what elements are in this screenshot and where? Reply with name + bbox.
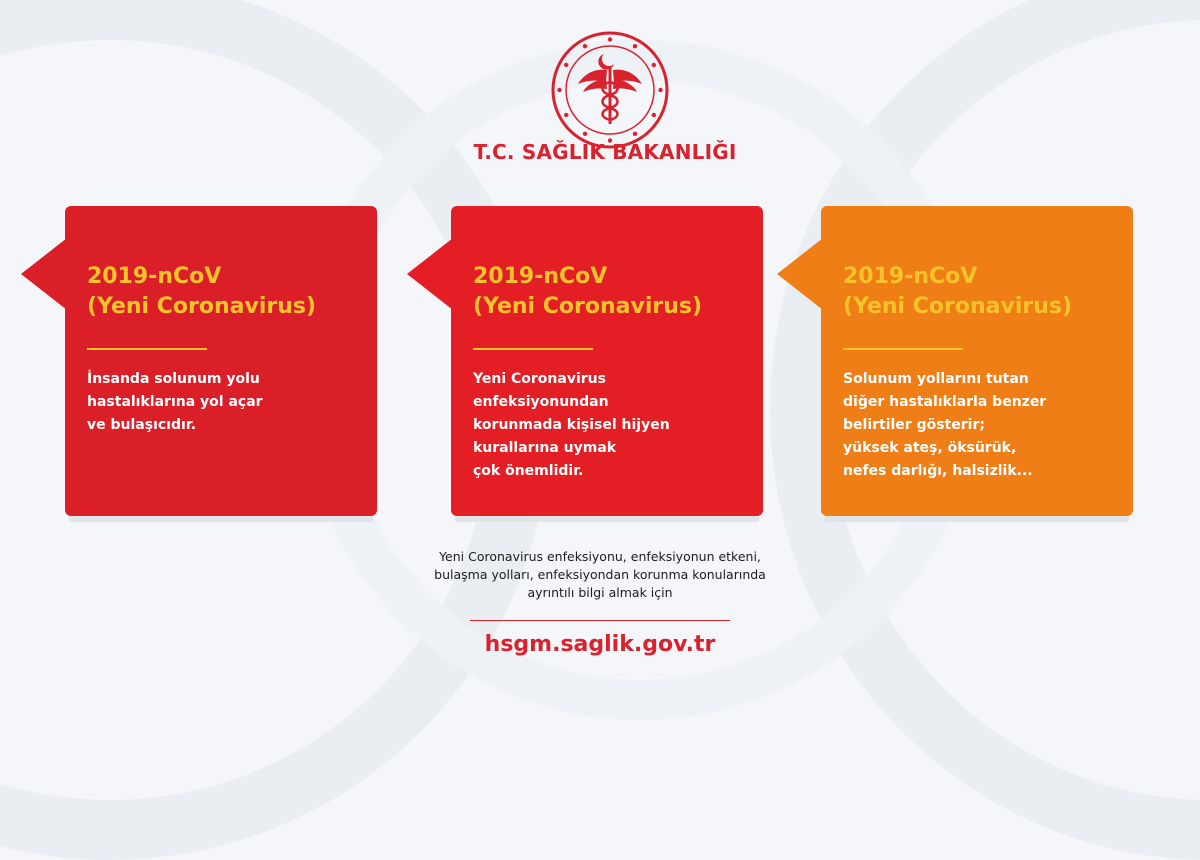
card-body-line: çok önemlidir. [473, 463, 584, 479]
card-divider [843, 348, 963, 350]
card-body-line: hastalıklarına yol açar [87, 394, 263, 410]
footer-line: bulaşma yolları, enfeksiyondan korunma konularında [434, 567, 766, 582]
card-title-line: (Yeni Coronavirus) [843, 294, 1073, 319]
card-body-line: Solunum yollarını tutan [843, 371, 1029, 387]
card-body-line: kurallarına uymak [473, 440, 617, 456]
card-body-line: yüksek ateş, öksürük, [843, 440, 1017, 456]
ministry-name: T.C. SAĞLIK BAKANLIĞI [473, 140, 737, 164]
card-body-line: ve bulaşıcıdır. [87, 417, 197, 433]
card-body [87, 368, 367, 437]
footer-line: ayrıntılı bilgi almak için [527, 585, 673, 600]
card-title-line: (Yeni Coronavirus) [473, 294, 703, 319]
card-divider [473, 348, 593, 350]
card-title-line: 2019-nCoV [87, 264, 222, 289]
card-body [473, 368, 753, 483]
card-title [843, 262, 1072, 322]
card-body-line: Yeni Coronavirus [473, 371, 606, 387]
card-title-line: (Yeni Coronavirus) [87, 294, 317, 319]
info-card-hygiene [451, 206, 763, 516]
info-card-symptoms [821, 206, 1133, 516]
card-body-line: belirtiler gösterir; [843, 417, 985, 433]
card-body-line: İnsanda solunum yolu [87, 371, 260, 387]
card-divider [87, 348, 207, 350]
ministry-seal-logo [550, 30, 670, 150]
footer-divider [470, 620, 730, 621]
card-body-line: enfeksiyonundan [473, 394, 609, 410]
card-body-line: diğer hastalıklarla benzer [843, 394, 1047, 410]
footer-info-text [360, 548, 840, 602]
card-body [843, 368, 1123, 483]
footer-line: Yeni Coronavirus enfeksiyonu, enfeksiyonun etkeni, [439, 549, 761, 564]
card-title [87, 262, 316, 322]
card-body-line: korunmada kişisel hijyen [473, 417, 670, 433]
card-title-line: 2019-nCoV [843, 264, 978, 289]
info-card-transmission [65, 206, 377, 516]
card-title-line: 2019-nCoV [473, 264, 608, 289]
card-title [473, 262, 702, 322]
card-body-line: nefes darlığı, halsizlik... [843, 463, 1033, 479]
website-link[interactable]: hsgm.saglik.gov.tr [484, 632, 716, 657]
